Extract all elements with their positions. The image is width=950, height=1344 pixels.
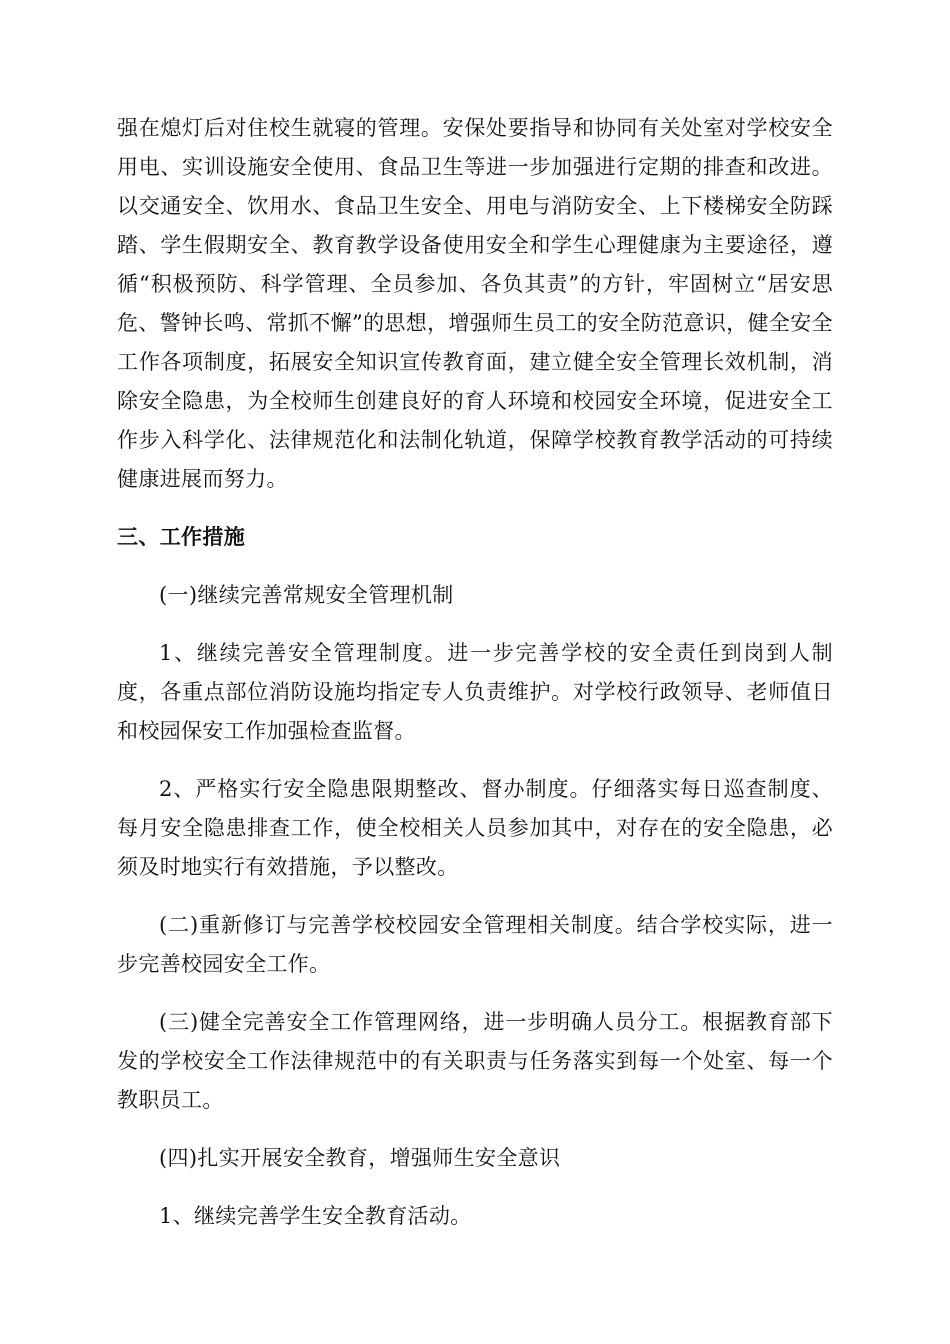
list-item-2: 2、严格实行安全隐患限期整改、督办制度。仔细落实每日巡查制度、每月安全隐患排查工作，使全校相关人员参加其中，对存在的安全隐患，必须及时地实行有效措施，予以整改。 xyxy=(117,777,833,879)
subheading-2: (二)重新修订与完善学校校园安全管理相关制度。结合学校实际，进一步完善校园安全工作。 xyxy=(117,913,833,976)
subheading-4: (四)扎实开展安全教育，增强师生安全意识 xyxy=(159,1146,561,1170)
subheading-1: (一)继续完善常规安全管理机制 xyxy=(159,583,454,607)
list-item-1: 1、继续完善安全管理制度。进一步完善学校的安全责任到岗到人制度，各重点部位消防设施均指定专人负责维护。对学校行政领导、老师值日和校园保安工作加强检查监督。 xyxy=(117,641,833,743)
document-body xyxy=(117,109,833,1255)
subheading-3: (三)健全完善安全工作管理网络，进一步明确人员分工。根据教育部下发的学校安全工作法律规范中的有关职责与任务落实到每一个处室、每一个教职员工。 xyxy=(117,1010,833,1112)
body-paragraph: 强在熄灯后对住校生就寝的管理。安保处要指导和协同有关处室对学校安全用电、实训设施安全使用、食品卫生等进一步加强进行定期的排查和改进。以交通安全、饮用水、食品卫生安全、用电与消防安全、上下楼梯安全防踩踏、学生假期安全、教育教学设备使用安全和学生心理健康为主要途径，遵循“积极预防、科学管理、全员参加、各负其责”的方针，牢固树立“居安思危、警钟长鸣、常抓不懈”的思想，增强师生员工的安全防范意识，健全安全工作各项制度，拓展安全知识宣传教育面，建立健全安全管理长效机制，消除安全隐患，为全校师生创建良好的育人环境和校园安全环境，促进安全工作步入科学化、法律规范化和法制化轨道，保障学校教育教学活动的可持续健康进展而努力。 xyxy=(117,116,833,491)
section-heading: 三、工作措施 xyxy=(117,525,246,549)
list-item-3: 1、继续完善学生安全教育活动。 xyxy=(159,1204,472,1228)
